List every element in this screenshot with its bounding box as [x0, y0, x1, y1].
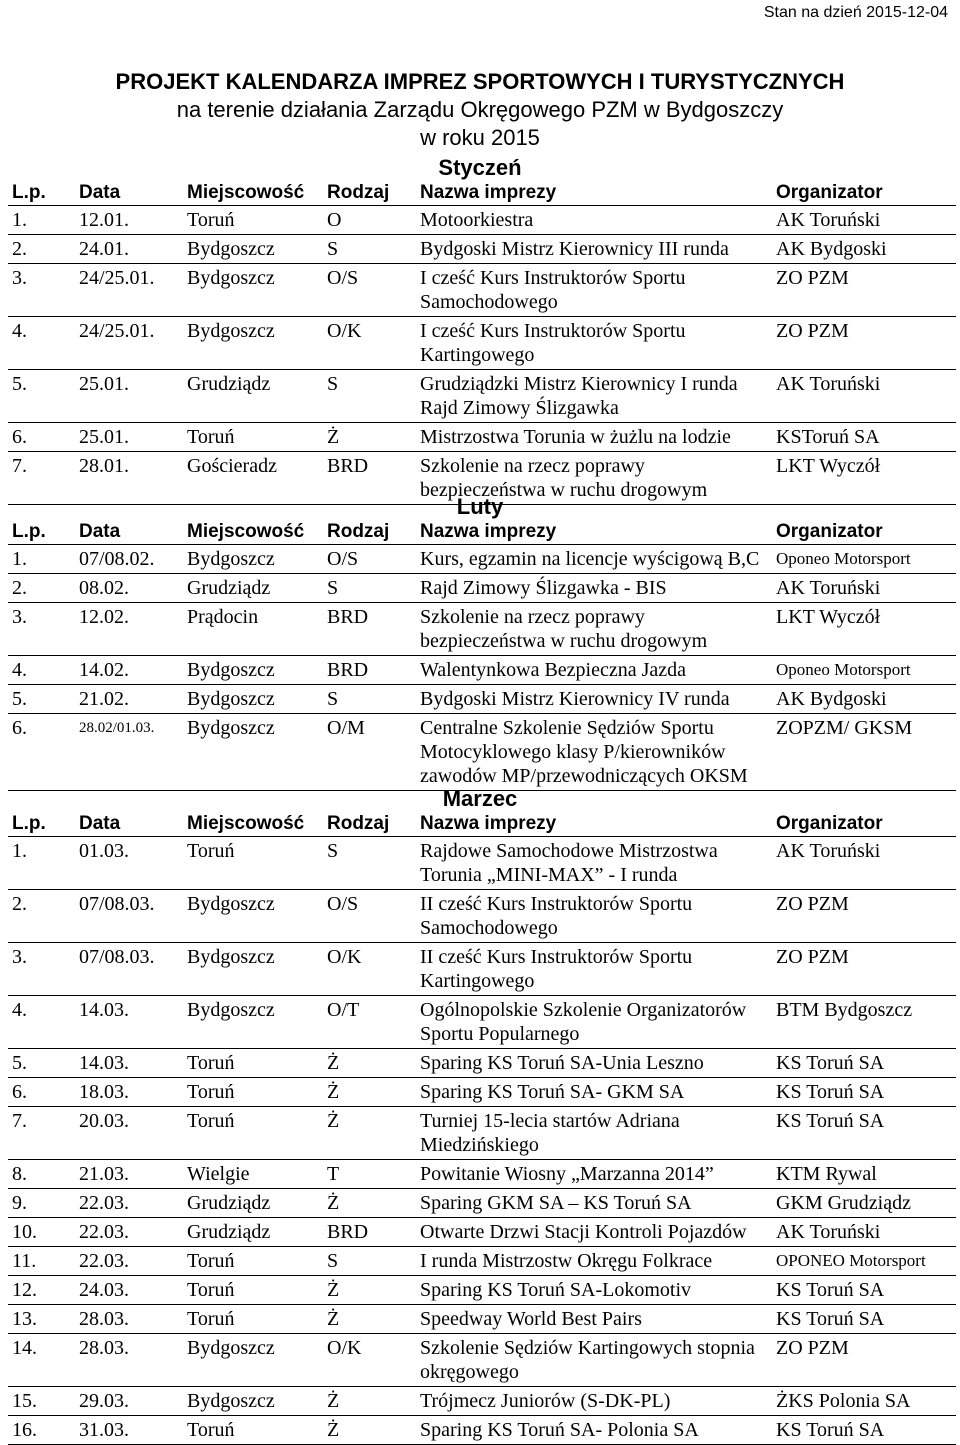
cell-organizer: AK Toruński: [772, 1218, 956, 1247]
cell-type: O/M: [323, 714, 416, 791]
cell-row-number: 2.: [8, 890, 75, 943]
cell-organizer: AK Bydgoski: [772, 685, 956, 714]
cell-location: Grudziądz: [183, 1218, 323, 1247]
cell-location: Toruń: [183, 1276, 323, 1305]
column-header-organizer: Organizator: [772, 181, 956, 206]
cell-type: Ż: [323, 1049, 416, 1078]
cell-event-name: Rajd Zimowy Ślizgawka - BIS: [416, 574, 772, 603]
cell-event-name: Sparing KS Toruń SA-Lokomotiv: [416, 1276, 772, 1305]
cell-event-name: Szkolenie na rzecz poprawy bezpieczeństwa w ruchu drogowym: [416, 452, 772, 505]
cell-date: 07/08.03.: [75, 890, 183, 943]
cell-organizer: GKM Grudziądz: [772, 1189, 956, 1218]
cell-date: 29.03.: [75, 1387, 183, 1416]
cell-type: O/T: [323, 996, 416, 1049]
title-line-3: w roku 2015: [420, 125, 540, 150]
table-row: [8, 837, 956, 890]
cell-date: 28.03.: [75, 1334, 183, 1387]
column-header-location: Miejscowość: [183, 181, 323, 206]
cell-type: BRD: [323, 656, 416, 685]
cell-row-number: 4.: [8, 996, 75, 1049]
cell-location: Grudziądz: [183, 1189, 323, 1218]
status-date: Stan na dzień 2015-12-04: [763, 4, 948, 21]
cell-type: O/S: [323, 890, 416, 943]
table-row: [8, 206, 956, 235]
cell-date: 24/25.01.: [75, 317, 183, 370]
cell-event-name: Motoorkiestra: [416, 206, 772, 235]
cell-organizer: AK Toruński: [772, 206, 956, 235]
cell-row-number: 6.: [8, 714, 75, 791]
cell-location: Toruń: [183, 423, 323, 452]
cell-location: Grudziądz: [183, 370, 323, 423]
column-header-event-name: Nazwa imprezy: [416, 520, 772, 545]
cell-organizer: LKT Wyczół: [772, 452, 956, 505]
column-header-organizer: Organizator: [772, 520, 956, 545]
table-row: [8, 714, 956, 791]
cell-type: Ż: [323, 1107, 416, 1160]
month-section: [0, 494, 960, 791]
table-row: [8, 1218, 956, 1247]
column-header-type: Rodzaj: [323, 181, 416, 206]
cell-row-number: 3.: [8, 264, 75, 317]
cell-location: Toruń: [183, 1107, 323, 1160]
cell-row-number: 6.: [8, 423, 75, 452]
cell-type: BRD: [323, 603, 416, 656]
table-row: [8, 685, 956, 714]
cell-organizer: KS Toruń SA: [772, 1305, 956, 1334]
cell-type: O/S: [323, 264, 416, 317]
cell-event-name: Ogólnopolskie Szkolenie Organizatorów Sportu Popularnego: [416, 996, 772, 1049]
cell-organizer: KS Toruń SA: [772, 1049, 956, 1078]
cell-row-number: 2.: [8, 574, 75, 603]
month-heading: Marzec: [442, 786, 518, 811]
cell-organizer: Oponeo Motorsport: [772, 545, 956, 574]
cell-date: 25.01.: [75, 370, 183, 423]
cell-organizer: KS Toruń SA: [772, 1276, 956, 1305]
cell-type: Ż: [323, 423, 416, 452]
header-row: [8, 812, 956, 837]
cell-location: Bydgoszcz: [183, 317, 323, 370]
month-heading: Luty: [456, 494, 504, 519]
cell-type: S: [323, 235, 416, 264]
table-row: [8, 656, 956, 685]
cell-date: 14.03.: [75, 996, 183, 1049]
cell-location: Bydgoszcz: [183, 996, 323, 1049]
column-header-location: Miejscowość: [183, 812, 323, 837]
cell-date: 08.02.: [75, 574, 183, 603]
table-row: [8, 423, 956, 452]
cell-organizer: OPONEO Motorsport: [772, 1247, 956, 1276]
column-header-row-number: L.p.: [8, 812, 75, 837]
cell-date: 07/08.03.: [75, 943, 183, 996]
cell-organizer: KS Toruń SA: [772, 1078, 956, 1107]
cell-event-name: I cześć Kurs Instruktorów Sportu Samochodowego: [416, 264, 772, 317]
table-row: [8, 264, 956, 317]
cell-type: Ż: [323, 1305, 416, 1334]
cell-date: 22.03.: [75, 1247, 183, 1276]
cell-row-number: 11.: [8, 1247, 75, 1276]
cell-event-name: Sparing GKM SA – KS Toruń SA: [416, 1189, 772, 1218]
cell-row-number: 6.: [8, 1078, 75, 1107]
column-header-organizer: Organizator: [772, 812, 956, 837]
column-header-event-name: Nazwa imprezy: [416, 812, 772, 837]
table-row: [8, 1189, 956, 1218]
cell-location: Bydgoszcz: [183, 890, 323, 943]
cell-date: 22.03.: [75, 1218, 183, 1247]
table-row: [8, 1078, 956, 1107]
cell-date: 22.03.: [75, 1189, 183, 1218]
cell-type: S: [323, 1247, 416, 1276]
cell-event-name: Szkolenie na rzecz poprawy bezpieczeństwa w ruchu drogowym: [416, 603, 772, 656]
cell-row-number: 5.: [8, 370, 75, 423]
cell-date: 07/08.02.: [75, 545, 183, 574]
cell-organizer: ZO PZM: [772, 890, 956, 943]
cell-date: 18.03.: [75, 1078, 183, 1107]
cell-organizer: ZO PZM: [772, 317, 956, 370]
cell-location: Toruń: [183, 837, 323, 890]
cell-location: Toruń: [183, 1049, 323, 1078]
cell-type: S: [323, 574, 416, 603]
cell-row-number: 7.: [8, 1107, 75, 1160]
table-row: [8, 235, 956, 264]
column-header-type: Rodzaj: [323, 520, 416, 545]
cell-organizer: KS Toruń SA: [772, 1107, 956, 1160]
table-row: [8, 943, 956, 996]
cell-row-number: 5.: [8, 1049, 75, 1078]
cell-event-name: Centralne Szkolenie Sędziów Sportu Motocyklowego klasy P/kierowników zawodów MP/przewodniczących OKSM: [416, 714, 772, 791]
cell-date: 12.02.: [75, 603, 183, 656]
cell-type: O/K: [323, 1334, 416, 1387]
cell-event-name: Bydgoski Mistrz Kierownicy IV runda: [416, 685, 772, 714]
column-header-date: Data: [75, 181, 183, 206]
cell-location: Bydgoszcz: [183, 656, 323, 685]
cell-event-name: Walentynkowa Bezpieczna Jazda: [416, 656, 772, 685]
cell-event-name: Grudziądzki Mistrz Kierownicy I runda Rajd Zimowy Ślizgawka: [416, 370, 772, 423]
month-heading: Styczeń: [438, 155, 522, 180]
cell-location: Bydgoszcz: [183, 264, 323, 317]
cell-organizer: BTM Bydgoszcz: [772, 996, 956, 1049]
cell-row-number: 1.: [8, 837, 75, 890]
cell-event-name: Sparing KS Toruń SA- Polonia SA: [416, 1416, 772, 1445]
cell-date: 01.03.: [75, 837, 183, 890]
cell-date: 31.03.: [75, 1416, 183, 1445]
document-title: [0, 68, 960, 152]
cell-organizer: AK Toruński: [772, 370, 956, 423]
cell-type: O: [323, 206, 416, 235]
cell-organizer: Oponeo Motorsport: [772, 656, 956, 685]
table-row: [8, 1107, 956, 1160]
cell-row-number: 1.: [8, 545, 75, 574]
cell-location: Bydgoszcz: [183, 235, 323, 264]
cell-row-number: 14.: [8, 1334, 75, 1387]
cell-type: S: [323, 685, 416, 714]
events-table: [8, 520, 956, 791]
cell-date: 28.01.: [75, 452, 183, 505]
cell-event-name: Powitanie Wiosny „Marzanna 2014”: [416, 1160, 772, 1189]
cell-organizer: KS Toruń SA: [772, 1416, 956, 1445]
cell-location: Bydgoszcz: [183, 943, 323, 996]
table-row: [8, 1049, 956, 1078]
cell-event-name: II cześć Kurs Instruktorów Sportu Samochodowego: [416, 890, 772, 943]
cell-location: Bydgoszcz: [183, 714, 323, 791]
cell-event-name: Turniej 15-lecia startów Adriana Miedzińskiego: [416, 1107, 772, 1160]
cell-date: 21.02.: [75, 685, 183, 714]
cell-row-number: 9.: [8, 1189, 75, 1218]
cell-type: S: [323, 370, 416, 423]
cell-organizer: KSToruń SA: [772, 423, 956, 452]
table-row: [8, 574, 956, 603]
table-row: [8, 996, 956, 1049]
cell-event-name: II cześć Kurs Instruktorów Sportu Kartingowego: [416, 943, 772, 996]
cell-type: BRD: [323, 1218, 416, 1247]
cell-row-number: 3.: [8, 603, 75, 656]
cell-organizer: ZO PZM: [772, 943, 956, 996]
cell-event-name: Szkolenie Sędziów Kartingowych stopnia okręgowego: [416, 1334, 772, 1387]
cell-organizer: ZO PZM: [772, 1334, 956, 1387]
cell-row-number: 4.: [8, 656, 75, 685]
cell-organizer: ŻKS Polonia SA: [772, 1387, 956, 1416]
cell-location: Bydgoszcz: [183, 545, 323, 574]
cell-row-number: 2.: [8, 235, 75, 264]
cell-organizer: ZOPZM/ GKSM: [772, 714, 956, 791]
cell-type: Ż: [323, 1078, 416, 1107]
column-header-date: Data: [75, 812, 183, 837]
cell-type: Ż: [323, 1276, 416, 1305]
cell-date: 14.03.: [75, 1049, 183, 1078]
cell-row-number: 3.: [8, 943, 75, 996]
month-section: [0, 155, 960, 505]
cell-location: Toruń: [183, 1305, 323, 1334]
title-line-2: na terenie działania Zarządu Okręgowego PZM w Bydgoszczy: [176, 97, 784, 122]
cell-type: Ż: [323, 1416, 416, 1445]
cell-date: 24/25.01.: [75, 264, 183, 317]
table-row: [8, 603, 956, 656]
cell-location: Toruń: [183, 1247, 323, 1276]
cell-event-name: Mistrzostwa Torunia w żużlu na lodzie: [416, 423, 772, 452]
cell-type: O/S: [323, 545, 416, 574]
cell-date: 28.03.: [75, 1305, 183, 1334]
cell-type: Ż: [323, 1387, 416, 1416]
cell-location: Wielgie: [183, 1160, 323, 1189]
cell-date: 28.02/01.03.: [75, 714, 183, 791]
title-line-1: PROJEKT KALENDARZA IMPREZ SPORTOWYCH I TURYSTYCZNYCH: [115, 69, 845, 94]
month-section: [0, 786, 960, 1445]
cell-event-name: Sparing KS Toruń SA-Unia Leszno: [416, 1049, 772, 1078]
cell-date: 21.03.: [75, 1160, 183, 1189]
cell-type: T: [323, 1160, 416, 1189]
cell-date: 20.03.: [75, 1107, 183, 1160]
cell-event-name: Trójmecz Juniorów (S-DK-PL): [416, 1387, 772, 1416]
cell-location: Grudziądz: [183, 574, 323, 603]
table-row: [8, 1160, 956, 1189]
cell-location: Gościeradz: [183, 452, 323, 505]
table-row: [8, 1247, 956, 1276]
cell-organizer: AK Toruński: [772, 574, 956, 603]
table-row: [8, 890, 956, 943]
table-row: [8, 370, 956, 423]
table-row: [8, 1305, 956, 1334]
cell-row-number: 8.: [8, 1160, 75, 1189]
cell-date: 24.03.: [75, 1276, 183, 1305]
cell-type: BRD: [323, 452, 416, 505]
cell-type: O/K: [323, 317, 416, 370]
column-header-location: Miejscowość: [183, 520, 323, 545]
cell-location: Toruń: [183, 1078, 323, 1107]
column-header-date: Data: [75, 520, 183, 545]
cell-location: Toruń: [183, 206, 323, 235]
cell-date: 14.02.: [75, 656, 183, 685]
cell-event-name: Sparing KS Toruń SA- GKM SA: [416, 1078, 772, 1107]
cell-organizer: KTM Rywal: [772, 1160, 956, 1189]
header-row: [8, 181, 956, 206]
cell-row-number: 10.: [8, 1218, 75, 1247]
cell-location: Bydgoszcz: [183, 685, 323, 714]
cell-location: Toruń: [183, 1416, 323, 1445]
column-header-row-number: L.p.: [8, 181, 75, 206]
cell-date: 12.01.: [75, 206, 183, 235]
cell-event-name: Otwarte Drzwi Stacji Kontroli Pojazdów: [416, 1218, 772, 1247]
cell-type: O/K: [323, 943, 416, 996]
column-header-row-number: L.p.: [8, 520, 75, 545]
table-row: [8, 317, 956, 370]
header-row: [8, 520, 956, 545]
cell-row-number: 13.: [8, 1305, 75, 1334]
cell-event-name: Rajdowe Samochodowe Mistrzostwa Torunia „MINI-MAX” - I runda: [416, 837, 772, 890]
cell-row-number: 7.: [8, 452, 75, 505]
table-row: [8, 1416, 956, 1445]
cell-location: Prądocin: [183, 603, 323, 656]
table-row: [8, 545, 956, 574]
cell-event-name: Speedway World Best Pairs: [416, 1305, 772, 1334]
cell-row-number: 4.: [8, 317, 75, 370]
events-table: [8, 181, 956, 505]
cell-event-name: I cześć Kurs Instruktorów Sportu Kartingowego: [416, 317, 772, 370]
table-row: [8, 1276, 956, 1305]
cell-type: S: [323, 837, 416, 890]
cell-event-name: Bydgoski Mistrz Kierownicy III runda: [416, 235, 772, 264]
cell-location: Bydgoszcz: [183, 1387, 323, 1416]
table-row: [8, 1387, 956, 1416]
cell-row-number: 1.: [8, 206, 75, 235]
events-table: [8, 812, 956, 1445]
cell-event-name: I runda Mistrzostw Okręgu Folkrace: [416, 1247, 772, 1276]
cell-row-number: 12.: [8, 1276, 75, 1305]
cell-organizer: AK Bydgoski: [772, 235, 956, 264]
cell-organizer: AK Toruński: [772, 837, 956, 890]
cell-event-name: Kurs, egzamin na licencje wyścigową B,C: [416, 545, 772, 574]
column-header-event-name: Nazwa imprezy: [416, 181, 772, 206]
cell-row-number: 15.: [8, 1387, 75, 1416]
cell-organizer: ZO PZM: [772, 264, 956, 317]
column-header-type: Rodzaj: [323, 812, 416, 837]
cell-row-number: 5.: [8, 685, 75, 714]
table-row: [8, 1334, 956, 1387]
cell-row-number: 16.: [8, 1416, 75, 1445]
cell-location: Bydgoszcz: [183, 1334, 323, 1387]
cell-date: 24.01.: [75, 235, 183, 264]
cell-type: Ż: [323, 1189, 416, 1218]
cell-organizer: LKT Wyczół: [772, 603, 956, 656]
cell-date: 25.01.: [75, 423, 183, 452]
